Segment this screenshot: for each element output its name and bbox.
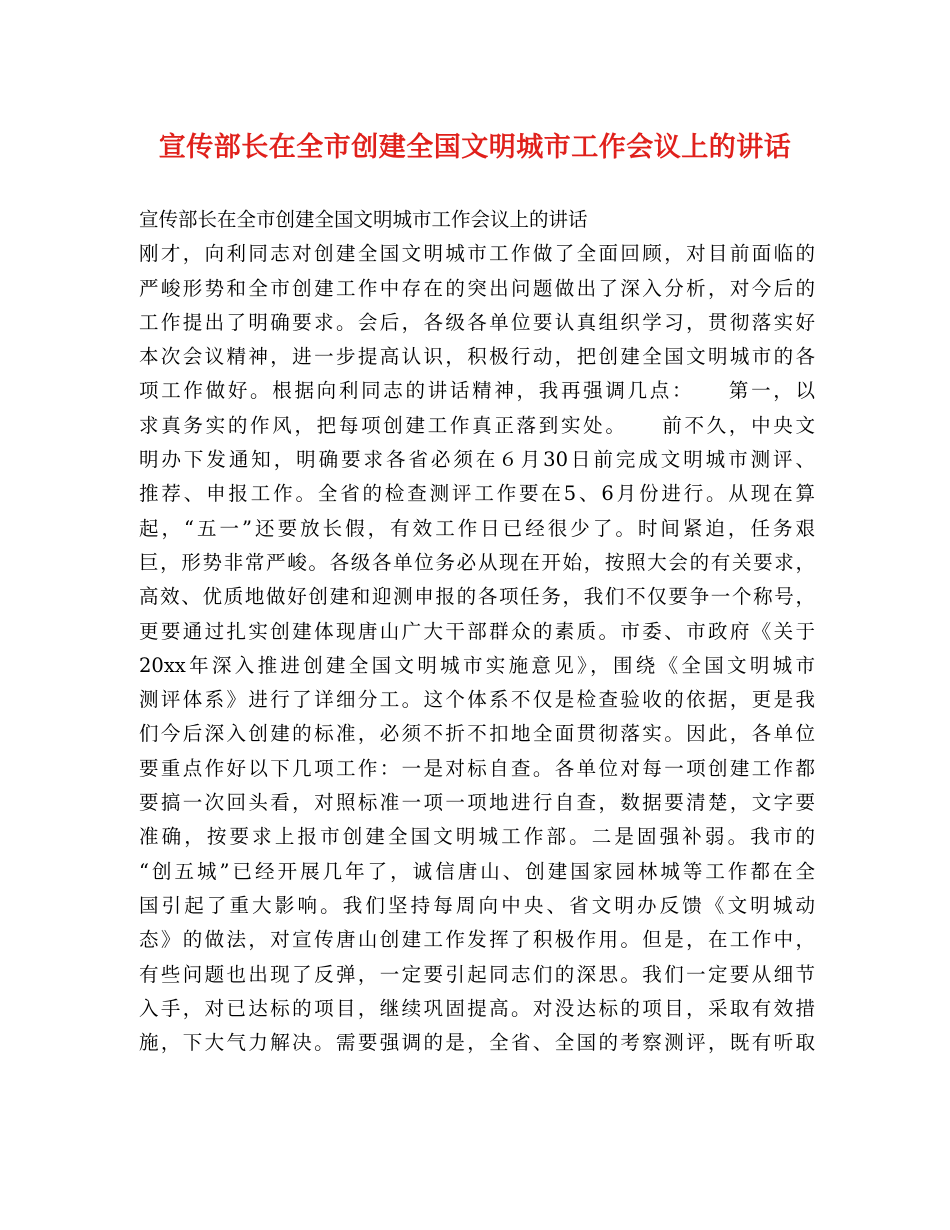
document-title: 宣传部长在全市创建全国文明城市工作会议上的讲话 — [158, 132, 792, 163]
body-line: 项工作做好。根据向利同志的讲话精神，我再强调几点： 第一，以 — [139, 379, 815, 403]
document-body — [139, 203, 815, 1060]
body-line: 20xx年深入推进创建全国文明城市实施意见》，围绕《全国文明城市 — [139, 653, 815, 677]
body-line: 们今后深入创建的标准，必须不折不扣地全面贯彻落实。因此，各单位 — [139, 722, 815, 746]
body-line: 更要通过扎实创建体现唐山广大干部群众的素质。市委、市政府《关于 — [139, 619, 815, 643]
body-line: 刚才，向利同志对创建全国文明城市工作做了全面回顾，对目前面临的 — [139, 242, 815, 266]
body-line: 严峻形势和全市创建工作中存在的突出问题做出了深入分析，对今后的 — [139, 276, 815, 300]
body-line: 高效、优质地做好创建和迎测申报的各项任务，我们不仅要争一个称号， — [139, 585, 815, 609]
body-line: 明办下发通知，明确要求各省必须在６月30日前完成文明城市测评、 — [139, 448, 815, 472]
body-line: 求真务实的作风，把每项创建工作真正落到实处。 前不久，中央文 — [139, 413, 815, 437]
body-line: 国引起了重大影响。我们坚持每周向中央、省文明办反馈《文明城动 — [139, 893, 815, 917]
body-line: 推荐、申报工作。全省的检查测评工作要在5、6月份进行。从现在算 — [139, 482, 815, 506]
body-line: “创五城”已经开展几年了，诚信唐山、创建国家园林城等工作都在全 — [139, 859, 815, 883]
body-line: 准确，按要求上报市创建全国文明城工作部。二是固强补弱。我市的 — [139, 825, 815, 849]
body-line: 入手，对已达标的项目，继续巩固提高。对没达标的项目，采取有效措 — [139, 996, 815, 1020]
body-line: 态》的做法，对宣传唐山创建工作发挥了积极作用。但是，在工作中， — [139, 928, 815, 952]
body-line: 巨，形势非常严峻。各级各单位务必从现在开始，按照大会的有关要求， — [139, 550, 815, 574]
body-line: 要重点作好以下几项工作：一是对标自查。各单位对每一项创建工作都 — [139, 756, 815, 780]
body-line: 施，下大气力解决。需要强调的是，全省、全国的考察测评，既有听取 — [139, 1031, 815, 1055]
body-line: 宣传部长在全市创建全国文明城市工作会议上的讲话 — [139, 208, 588, 231]
body-line: 工作提出了明确要求。会后，各级各单位要认真组织学习，贯彻落实好 — [139, 310, 815, 334]
body-line: 本次会议精神，进一步提高认识，积极行动，把创建全国文明城市的各 — [139, 345, 815, 369]
body-line: 起，“五一”还要放长假，有效工作日已经很少了。时间紧迫，任务艰 — [139, 516, 815, 540]
body-line: 要搞一次回头看，对照标准一项一项地进行自查，数据要清楚，文字要 — [139, 791, 815, 815]
body-line: 有些问题也出现了反弹，一定要引起同志们的深思。我们一定要从细节 — [139, 962, 815, 986]
body-line: 测评体系》进行了详细分工。这个体系不仅是检查验收的依据，更是我 — [139, 688, 815, 712]
